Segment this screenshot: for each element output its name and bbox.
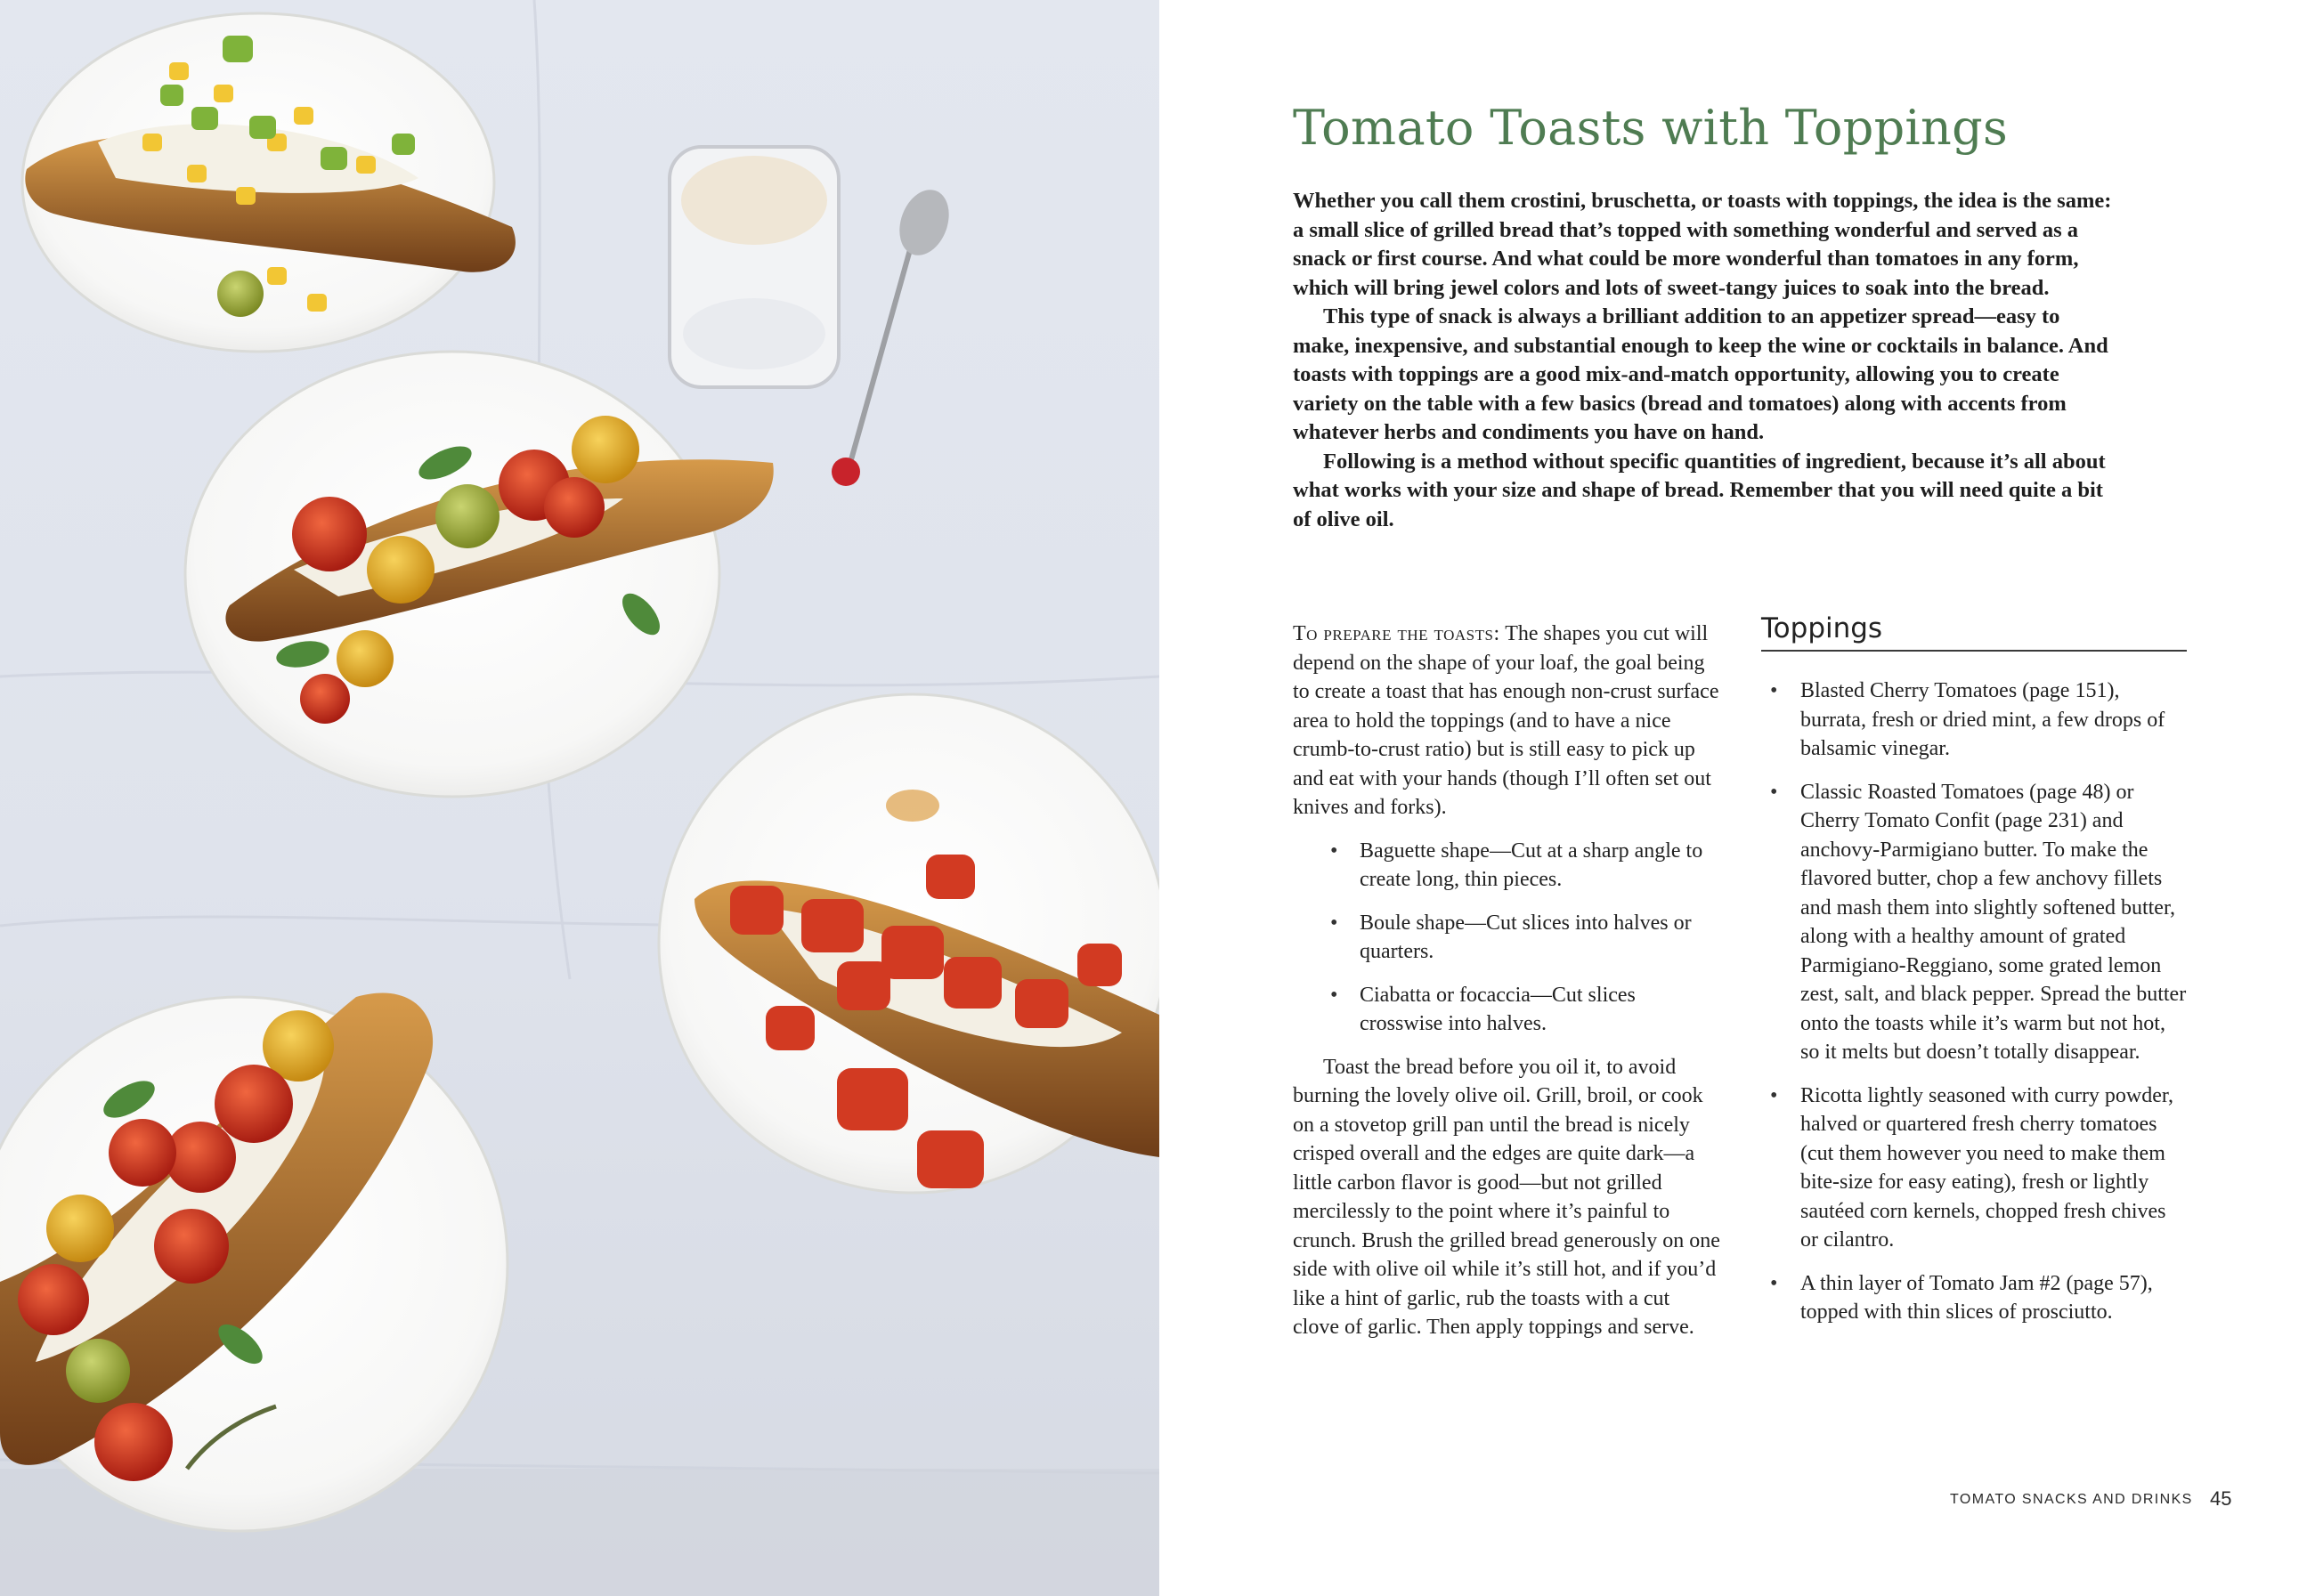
prepare-heading: To prepare the toasts:: [1293, 622, 1500, 645]
list-item: • Baguette shape—Cut at a sharp angle to create long, thin pieces.: [1328, 837, 1720, 895]
prepare-body: The shapes you cut will depend on the shape of your loaf, the goal being to create a toast that has enough non-crust surface area to hold the toppings (and to have a nice crumb-to-crust ratio) but is still easy to pick up and eat with your hands (though I’ll often set out knives and forks).: [1293, 622, 1719, 819]
intro-paragraph: This type of snack is always a brilliant addition to an appetizer spread—easy to make, inexpensive, and substantial enough to keep the wine or cocktails in balance. And toasts with toppings are a good mix-and-match opportunity, allowing you to create variety on the table with a few basics (bread and tomatoes) along with accents from whatever herbs and condiments you have on hand.: [1293, 304, 2108, 444]
plate-mixed-tomato-toast: [0, 992, 508, 1531]
prepare-toasts-section: [1293, 620, 1720, 1342]
prepare-paragraph: [1293, 620, 1720, 822]
jar-and-spoon: [670, 147, 957, 486]
page-number: 45: [2210, 1487, 2232, 1510]
bread-shape-list: [1293, 837, 1720, 1039]
list-item: • Ciabatta or focaccia—Cut slices crosswise into halves.: [1328, 981, 1720, 1039]
page-title: Tomato Toasts with Toppings: [1293, 100, 2008, 156]
plate-cherry-tomato-toast: [185, 352, 774, 797]
toast-instructions: Toast the bread before you oil it, to avoid burning the lovely olive oil. Grill, broil, or cook on a stovetop grill pan until the bread is nicely crisped overall and the edges are quite dark—a little carbon flavor is good—but not grilled mercilessly to the point where it’s painful to crunch. Brush the grilled bread generously on one side with olive oil while it’s still hot, and if you’d like a hint of garlic, rub the toasts with a cut clove of garlic. Then apply toppings and serve.: [1293, 1055, 1720, 1339]
list-item: • Ricotta lightly seasoned with curry powder, halved or quartered fresh cherry tomatoes (cut them however you need to make them bite-size for easy eating), fresh or lightly sautéed corn kernels, chopped fresh chives or cilantro.: [1761, 1082, 2187, 1255]
intro-text: [1293, 187, 2116, 534]
list-item: • A thin layer of Tomato Jam #2 (page 57), topped with thin slices of prosciutto.: [1761, 1269, 2187, 1327]
list-item: • Boule shape—Cut slices into halves or quarters.: [1328, 909, 1720, 967]
intro-paragraph: Whether you call them crostini, bruschetta, or toasts with toppings, the idea is the same: a small slice of grilled bread that’s topped with something wonderful and served as a snack or first course. And what could be more wonderful than tomatoes in any form, which will bring jewel colors and lots of sweet-tangy juices to soak into the bread.: [1293, 189, 2112, 300]
toppings-list: [1761, 676, 2187, 1341]
intro-paragraph: Following is a method without specific quantities of ingredient, because it’s all about what works with your size and shape of bread. Remember that you will need quite a bit of olive oil.: [1293, 449, 2106, 531]
running-footer: TOMATO SNACKS AND DRINKS: [1950, 1492, 2193, 1507]
list-item: • Classic Roasted Tomatoes (page 48) or Cherry Tomato Confit (page 231) and anchovy-Parmigiano butter. To make the flavored butter, chop a few anchovy fillets and mash them into slightly softened butter, along with a healthy amount of grated Parmigiano-Reggiano, some grated lemon zest, salt, and black pepper. Spread the butter onto the toasts while it’s warm but not hot, so it melts but doesn’t totally disappear.: [1761, 778, 2187, 1067]
toppings-heading: Toppings: [1761, 612, 2187, 652]
plate-roasted-tomato-toast: [659, 694, 1159, 1193]
plate-corn-toast: [22, 13, 516, 352]
list-item: • Blasted Cherry Tomatoes (page 151), burrata, fresh or dried mint, a few drops of balsamic vinegar.: [1761, 676, 2187, 764]
